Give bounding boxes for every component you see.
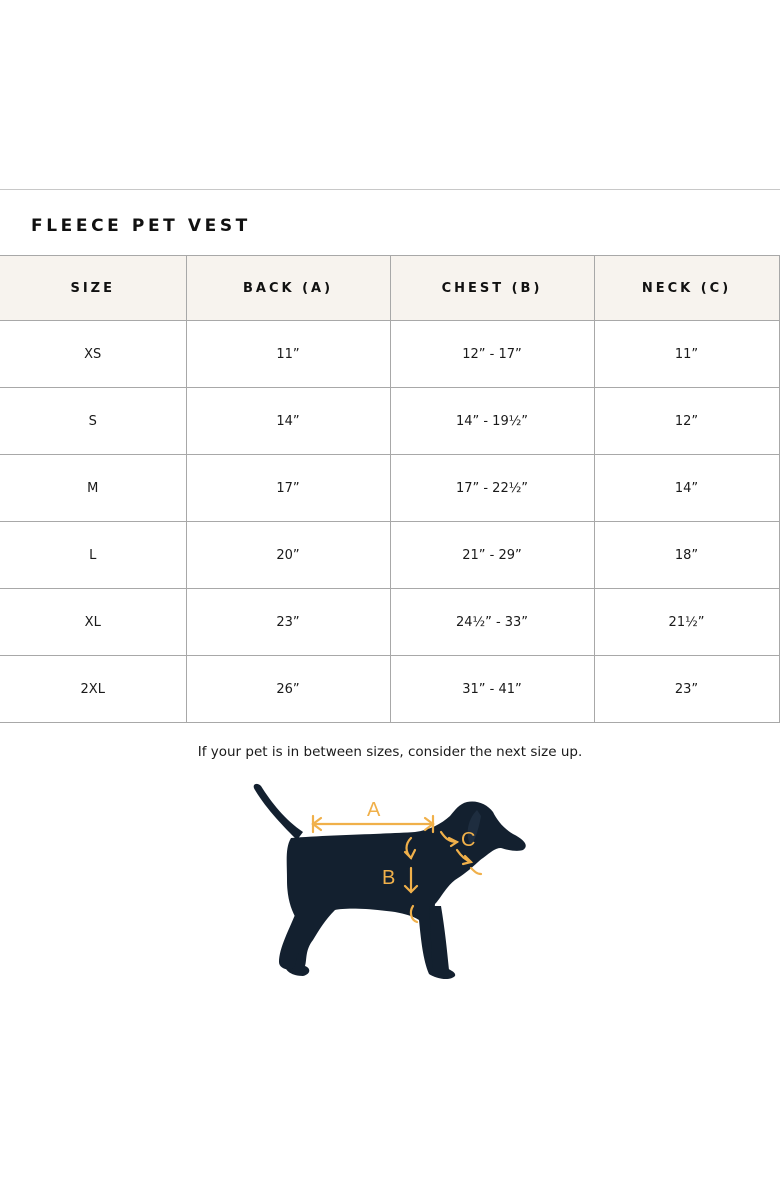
- cell-size: 2XL: [0, 656, 186, 723]
- table-header-row: [0, 256, 779, 321]
- cell-size: XL: [0, 589, 186, 656]
- label-c: C: [461, 829, 476, 851]
- label-b: B: [382, 867, 396, 889]
- cell-chest: 14” - 19½”: [390, 388, 594, 455]
- table-row: [0, 589, 779, 656]
- cell-size: S: [0, 388, 186, 455]
- table-row: [0, 455, 779, 522]
- table-row: [0, 522, 779, 589]
- header-back: BACK (A): [186, 256, 390, 321]
- cell-chest: 31” - 41”: [390, 656, 594, 723]
- table-row: [0, 656, 779, 723]
- label-a: A: [367, 799, 381, 821]
- cell-neck: 12”: [594, 388, 779, 455]
- cell-back: 20”: [186, 522, 390, 589]
- cell-size: XS: [0, 321, 186, 388]
- cell-neck: 21½”: [594, 589, 779, 656]
- cell-neck: 14”: [594, 455, 779, 522]
- cell-neck: 23”: [594, 656, 779, 723]
- header-size: SIZE: [0, 256, 186, 321]
- cell-neck: 18”: [594, 522, 779, 589]
- top-divider: [0, 189, 780, 190]
- header-chest: CHEST (B): [390, 256, 594, 321]
- cell-chest: 24½” - 33”: [390, 589, 594, 656]
- header-neck: NECK (C): [594, 256, 779, 321]
- table-row: [0, 388, 779, 455]
- cell-back: 17”: [186, 455, 390, 522]
- page-title: FLEECE PET VEST: [31, 216, 251, 236]
- cell-size: L: [0, 522, 186, 589]
- cell-neck: 11”: [594, 321, 779, 388]
- cell-back: 14”: [186, 388, 390, 455]
- cell-chest: 17” - 22½”: [390, 455, 594, 522]
- size-chart-table: [0, 255, 780, 723]
- table-row: [0, 321, 779, 388]
- sizing-note: If your pet is in between sizes, consider the next size up.: [197, 744, 583, 760]
- cell-back: 26”: [186, 656, 390, 723]
- cell-size: M: [0, 455, 186, 522]
- cell-back: 23”: [186, 589, 390, 656]
- cell-chest: 21” - 29”: [390, 522, 594, 589]
- dog-measurement-diagram: [245, 780, 535, 990]
- cell-back: 11”: [186, 321, 390, 388]
- cell-chest: 12” - 17”: [390, 321, 594, 388]
